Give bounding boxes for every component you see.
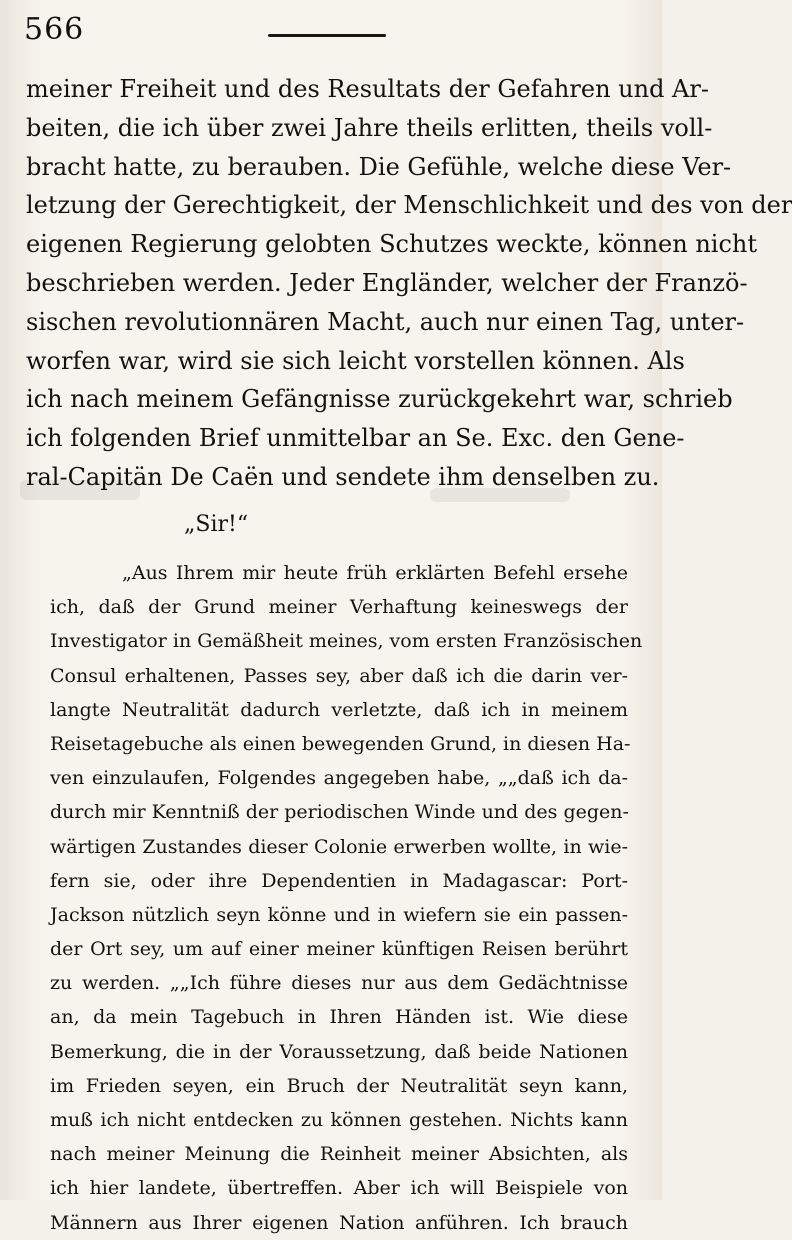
letter-line: Reisetagebuche als einen bewegenden Grund, in diesen Ha- [50,732,631,755]
letter-line: Investigator in Gemäßheit meines, vom ersten Französischen [50,630,643,653]
text-line: ich folgenden Brief unmittelbar an Se. Exc. den Gene- [26,424,685,453]
letter-line: fern sie, oder ihre Dependentien in Madagascar: Port- [50,869,628,892]
letter-line: durch mir Kenntniß der periodischen Winde und des gegen- [50,801,629,824]
letter-line: langte Neutralität dadurch verletzte, daß ich in meinem [50,698,628,721]
letter-line: wärtigen Zustandes dieser Colonie erwerben wollte, in wie- [50,835,628,858]
text-line: beschrieben werden. Jeder Engländer, welcher der Franzö- [26,268,748,297]
header-rule [268,34,386,37]
letter-line: der Ort sey, um auf einer meiner künftigen Reisen berührt [50,938,628,961]
text-line: ral-Capitän De Caën und sendete ihm denselben zu. [26,462,660,491]
letter-line: muß ich nicht entdecken zu können gestehen. Nichts kann [50,1109,628,1131]
letter-line: im Frieden seyen, ein Bruch der Neutralität seyn kann, [50,1074,628,1097]
letter-line: Consul erhaltenen, Passes sey, aber daß ich die darin ver- [50,664,628,687]
letter-line: Männern aus Ihrer eigenen Nation anführen. Ich brauch [50,1211,628,1234]
text-line: ich nach meinem Gefängnisse zurückgekehrt war, schrieb [26,385,733,414]
text-line: eigenen Regierung gelobten Schutzes weckte, können nicht [26,230,758,259]
letter-line: Jackson nützlich seyn könne und in wiefern sie ein passen- [50,903,628,926]
text-line: letzung der Gerechtigkeit, der Menschlichkeit und des von der [26,191,792,220]
letter-line: ich, daß der Grund meiner Verhaftung keineswegs der [50,596,628,619]
letter-line: nach meiner Meinung die Reinheit meiner Absichten, als [50,1143,628,1166]
letter-line: „Aus Ihrem mir heute früh erklärten Befehl ersehe [122,562,628,584]
letter-salutation: „Sir!“ [184,512,249,537]
page-number: 566 [24,12,85,47]
letter-line: Bemerkung, die in der Voraussetzung, daß beide Nationen [50,1040,628,1063]
text-line: bracht hatte, zu berauben. Die Gefühle, welche diese Ver- [26,152,732,181]
letter-body [50,556,643,1240]
letter-line: zu werden. „„Ich führe dieses nur aus dem Gedächtnisse [50,972,628,995]
letter-line: ich hier landete, übertreffen. Aber ich will Beispiele von [50,1177,628,1200]
letter-line: ven einzulaufen, Folgendes angegeben habe, „„daß ich da- [50,767,628,790]
letter-line: an, da mein Tagebuch in Ihren Händen ist. Wie diese [50,1006,628,1029]
text-line: worfen war, wird sie sich leicht vorstellen können. Als [26,346,685,375]
text-line: meiner Freiheit und des Resultats der Gefahren und Ar- [26,75,709,103]
body-paragraph [26,70,792,497]
text-line: sischen revolutionnären Macht, auch nur einen Tag, unter- [26,307,745,336]
text-line: beiten, die ich über zwei Jahre theils erlitten, theils voll- [26,113,713,142]
